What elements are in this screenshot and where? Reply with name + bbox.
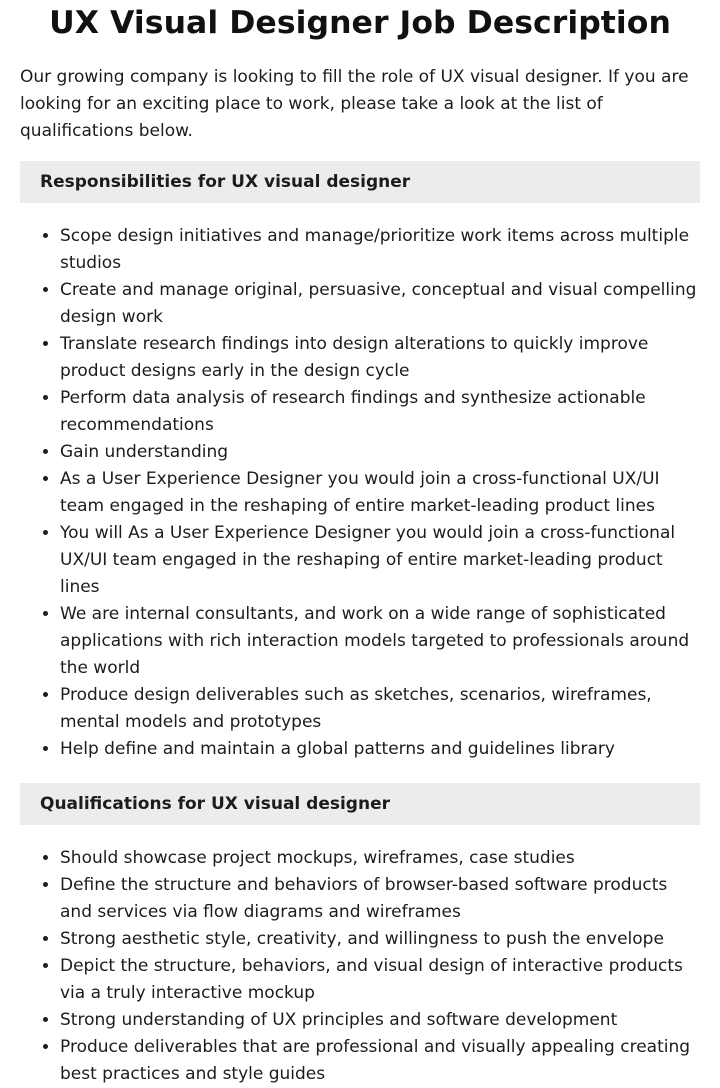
list-item: • Create and manage original, persuasive, conceptual and visual compelling design work	[60, 277, 700, 331]
list-item: • Depict the structure, behaviors, and visual design of interactive products via a truly interactive mockup	[60, 953, 700, 1007]
intro-paragraph: Our growing company is looking to fill the role of UX visual designer. If you are looking for an exciting place to work, please take a look at the list of qualifications below.	[20, 67, 689, 141]
list-item: • You will As a User Experience Designer you would join a cross-functional UX/UI team engaged in the reshaping of entire market-leading product lines	[60, 520, 700, 601]
list-item: • Perform data analysis of research findings and synthesize actionable recommendations	[60, 385, 700, 439]
qualifications-list	[20, 845, 700, 1088]
list-item: • Strong aesthetic style, creativity, and willingness to push the envelope	[60, 926, 700, 953]
list-item: • Translate research findings into design alterations to quickly improve product designs early in the design cycle	[60, 331, 700, 385]
list-item: • As a User Experience Designer you would join a cross-functional UX/UI team engaged in the reshaping of entire market-leading product lines	[60, 466, 700, 520]
list-item: • We are internal consultants, and work on a wide range of sophisticated applications with rich interaction models targeted to professionals around the world	[60, 601, 700, 682]
list-item: • Define the structure and behaviors of browser-based software products and services via flow diagrams and wireframes	[60, 872, 700, 926]
list-item: • Help define and maintain a global patterns and guidelines library	[60, 736, 700, 763]
qualifications-heading: Qualifications for UX visual designer	[20, 783, 700, 825]
list-item: • Produce design deliverables such as sketches, scenarios, wireframes, mental models and prototypes	[60, 682, 700, 736]
list-item: • Scope design initiatives and manage/prioritize work items across multiple studios	[60, 223, 700, 277]
responsibilities-list	[20, 223, 700, 763]
list-item: • Gain understanding	[60, 439, 700, 466]
list-item: • Should showcase project mockups, wireframes, case studies	[60, 845, 700, 872]
list-item: • Produce deliverables that are professional and visually appealing creating best practices and style guides	[60, 1034, 700, 1088]
page-title: UX Visual Designer Job Description	[49, 5, 671, 41]
responsibilities-heading: Responsibilities for UX visual designer	[20, 161, 700, 203]
list-item: • Strong understanding of UX principles and software development	[60, 1007, 700, 1034]
